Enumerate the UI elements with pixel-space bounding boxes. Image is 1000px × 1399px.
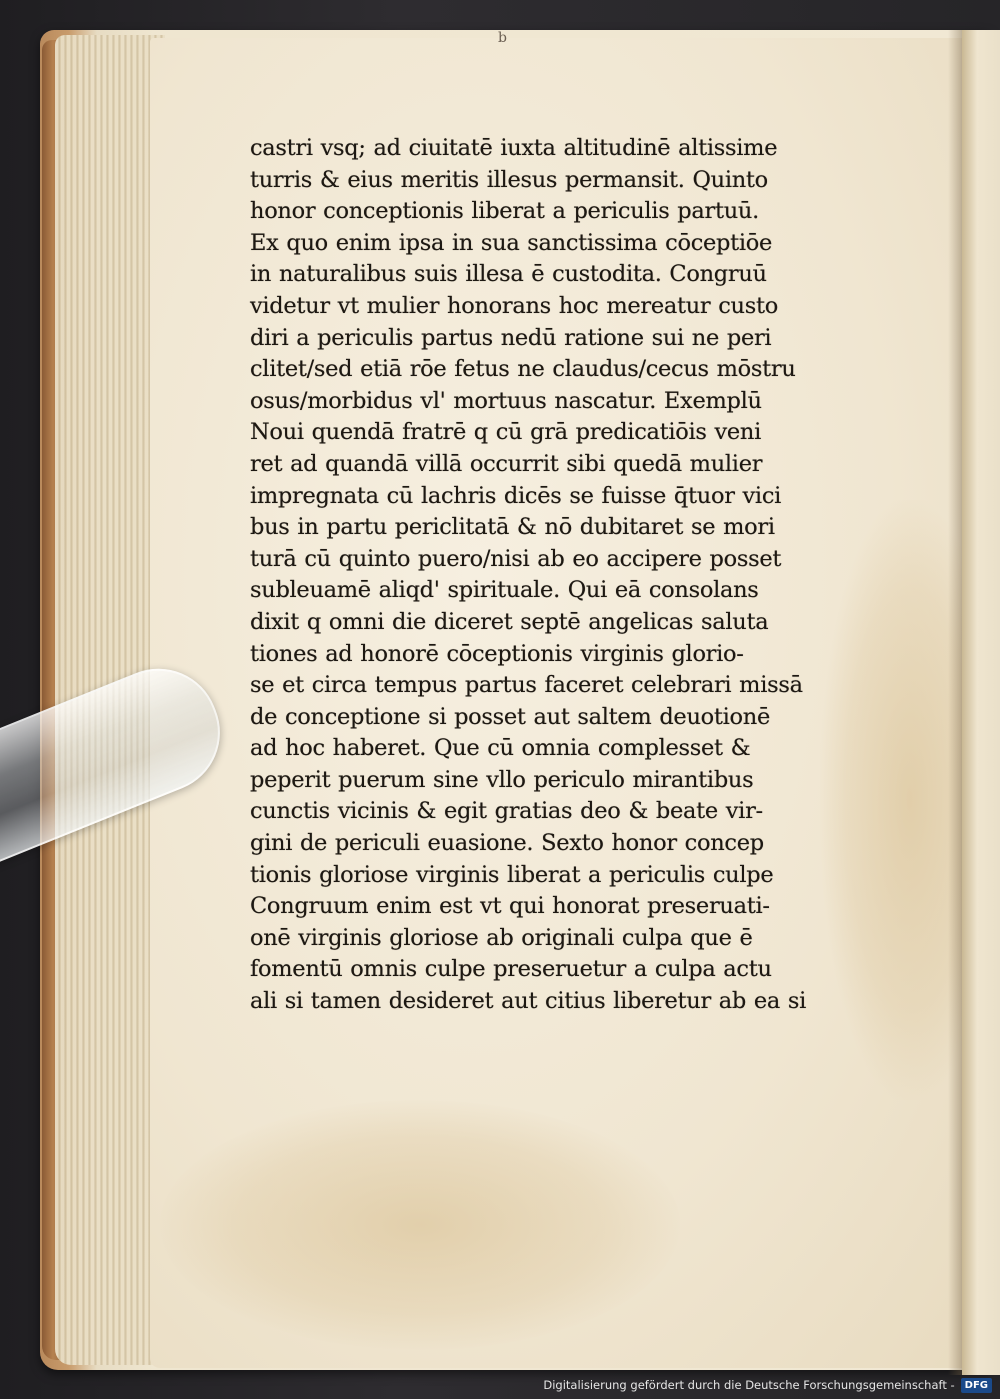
water-stain <box>160 1100 680 1350</box>
text-line: tiones ad honorē cōceptionis virginis glorio- <box>250 640 744 667</box>
text-line: cunctis vicinis & egit gratias deo & beate vir- <box>250 798 763 825</box>
text-line: turris & eius meritis illesus permansit. Quinto <box>250 166 768 193</box>
right-page-edge <box>962 30 1000 1375</box>
text-line: turā cū quinto puero/nisi ab eo accipere posset <box>250 545 782 572</box>
text-line: Congruum enim est vt qui honorat preseruati- <box>250 893 770 920</box>
text-line: de conceptione si posset aut saltem deuotionē <box>250 703 770 730</box>
text-line: ali si tamen desideret aut citius liberetur ab ea si <box>250 988 806 1015</box>
footer-credit <box>543 1373 992 1397</box>
text-line: gini de periculi euasione. Sexto honor concep <box>250 830 764 857</box>
text-line: honor conceptionis liberat a periculis partuū. <box>250 198 759 225</box>
footer-credit-text: Digitalisierung gefördert durch die Deutsche Forschungsgemeinschaft - <box>543 1378 955 1392</box>
text-line: ad hoc haberet. Que cū omnia complesset & <box>250 735 751 762</box>
text-line: fomentū omnis culpe preseruetur a culpa actu <box>250 956 772 983</box>
text-line: impregnata cū lachris dicēs se fuisse q̄tuor vici <box>250 482 782 509</box>
text-line: peperit puerum sine vllo periculo mirantibus <box>250 766 754 793</box>
text-block <box>250 133 870 1018</box>
text-line: osus/morbidus vl' mortuus nascatur. Exemplū <box>250 387 762 414</box>
text-line: castri vsq; ad ciuitatē iuxta altitudinē altissime <box>250 135 778 161</box>
text-line: ret ad quandā villā occurrit sibi quedā mulier <box>250 450 763 477</box>
text-line: onē virginis gloriose ab originali culpa que ē <box>250 924 753 951</box>
text-line: bus in partu periclitatā & nō dubitaret se mori <box>250 514 775 541</box>
text-line: videtur vt mulier honorans hoc mereatur custo <box>250 292 778 319</box>
dfg-logo: DFG <box>961 1378 992 1393</box>
text-line: dixit q omni die diceret septē angelicas saluta <box>250 608 769 635</box>
text-line: Noui quendā fratrē q cū grā predicatiōis veni <box>250 419 762 446</box>
text-line: subleuamē aliqd' spirituale. Qui eā consolans <box>250 577 759 604</box>
text-line: se et circa tempus partus faceret celebrari missā <box>250 672 803 699</box>
header-mark: b <box>498 30 508 46</box>
text-line: diri a periculis partus nedū ratione sui ne peri <box>250 324 772 351</box>
text-line: tionis gloriose virginis liberat a periculis culpe <box>250 861 774 888</box>
text-line: Ex quo enim ipsa in sua sanctissima cōceptiōe <box>250 229 773 256</box>
text-line: clitet/sed etiā rōe fetus ne claudus/cecus mōstru <box>250 356 796 383</box>
text-line: in naturalibus suis illesa ē custodita. Congruū <box>250 261 767 288</box>
